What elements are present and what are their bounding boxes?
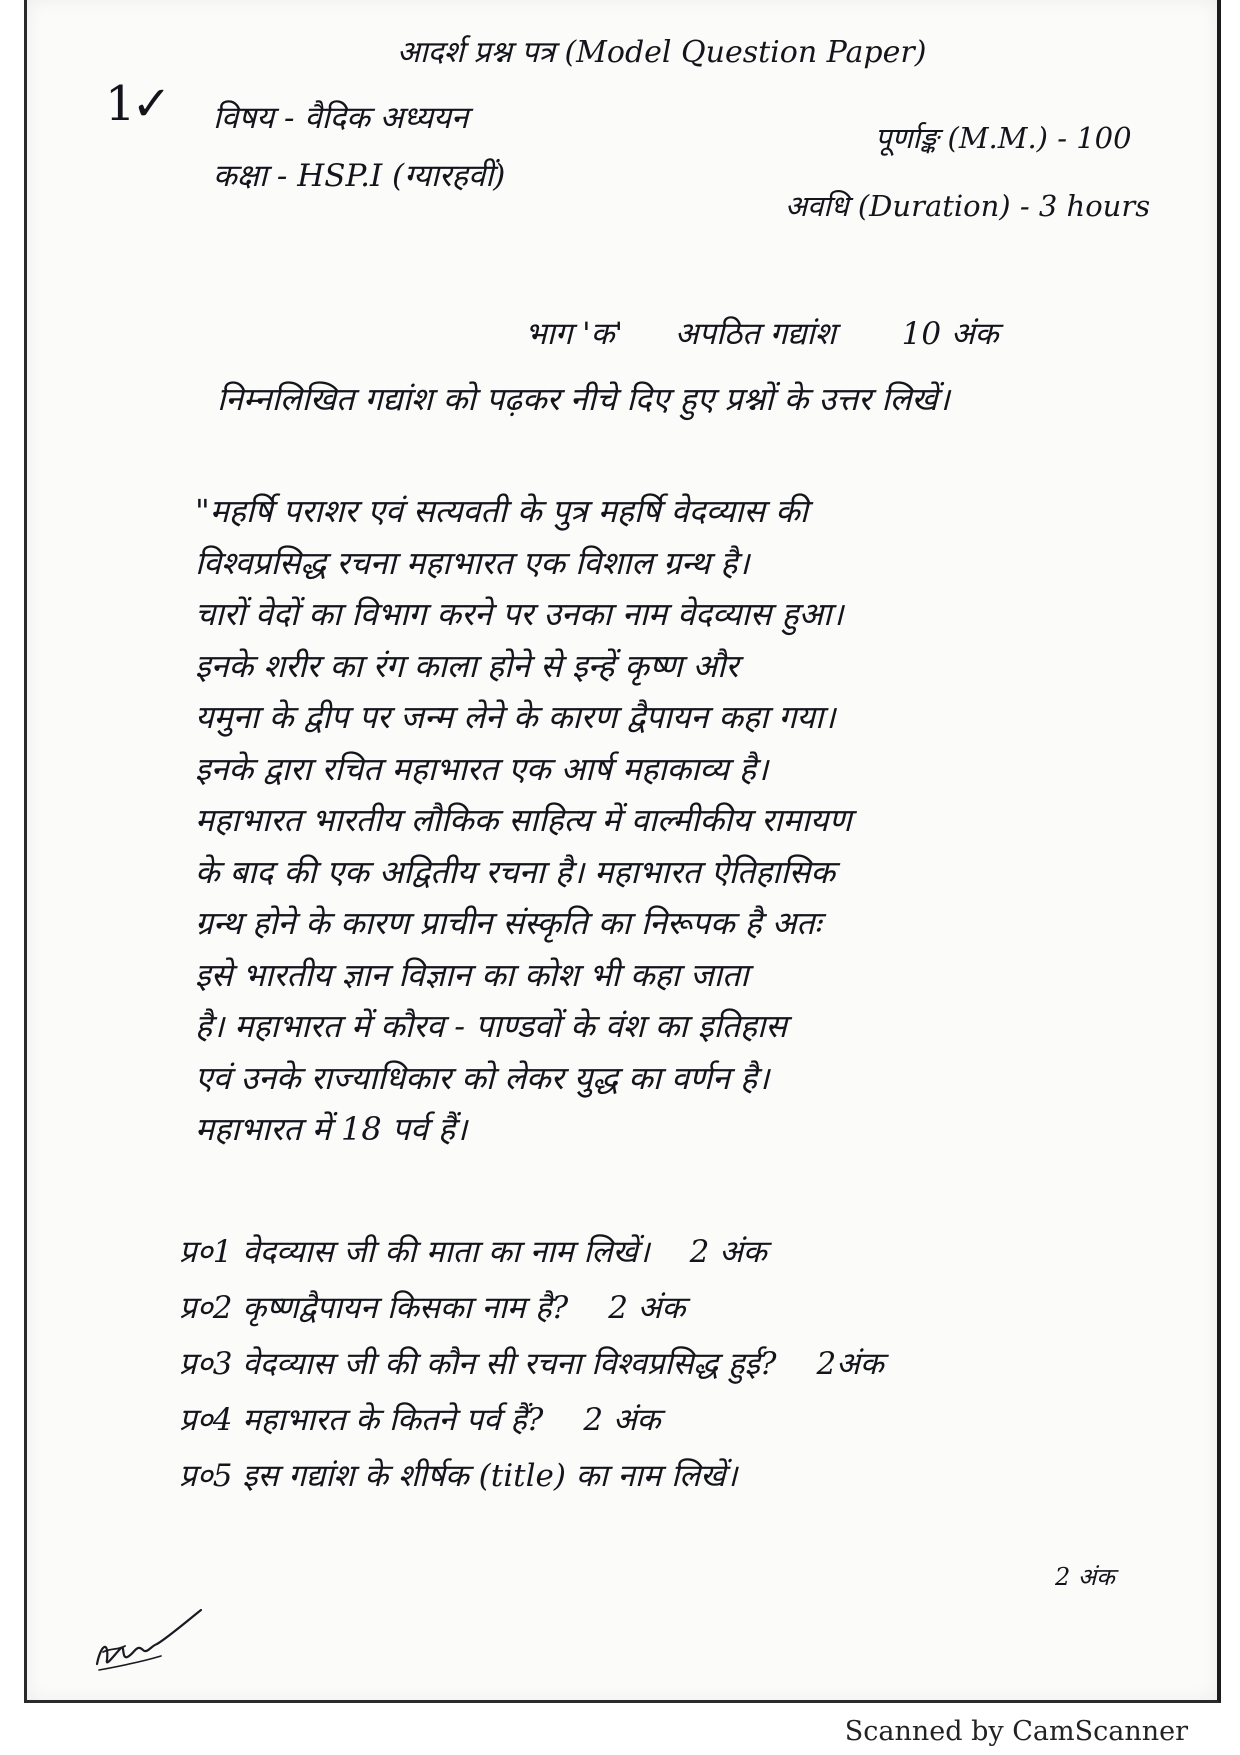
passage-line: एवं उनके राज्याधिकार को लेकर युद्ध का वर्णन है।	[195, 1058, 770, 1097]
max-marks: पूर्णाङ्क (M.M.) - 100	[875, 121, 1132, 155]
question-marks: 2 अंक	[583, 1402, 661, 1438]
question-3	[179, 1336, 1159, 1392]
question-5-marks: 2 अंक	[1055, 1563, 1115, 1591]
question-text: प्र०4 महाभारत के कितने पर्व हैं?	[179, 1402, 544, 1438]
question-marks: 2 अंक	[608, 1290, 686, 1326]
question-marks: 2 अंक	[689, 1234, 767, 1270]
passage-line: के बाद की एक अद्वितीय रचना है। महाभारत ऐतिहासिक	[195, 852, 835, 891]
section-heading	[525, 312, 998, 354]
scanned-sheet	[24, 0, 1221, 1703]
passage-line: विश्वप्रसिद्ध रचना महाभारत एक विशाल ग्रन्थ है।	[195, 543, 750, 582]
passage-line: महाभारत में 18 पर्व हैं।	[195, 1110, 468, 1148]
question-4	[179, 1392, 1159, 1448]
passage-line: ग्रन्थ होने के कारण प्राचीन संस्कृति का निरूपक है अतः	[195, 904, 822, 942]
question-text: प्र०1 वेदव्यास जी की माता का नाम लिखें।	[179, 1234, 650, 1270]
passage-line: महाभारत भारतीय लौकिक साहित्य में वाल्मीकीय रामायण	[195, 801, 852, 839]
section-name: अपठित गद्यांश	[674, 316, 836, 352]
question-marks: 2अंक	[816, 1346, 884, 1382]
passage-line: यमुना के द्वीप पर जन्म लेने के कारण द्वैपायन कहा गया।	[195, 698, 836, 736]
passage-line: इनके शरीर का रंग काला होने से इन्हें कृष्ण और	[195, 646, 739, 685]
question-text: प्र०3 वेदव्यास जी की कौन सी रचना विश्वप्रसिद्ध हुई?	[179, 1346, 777, 1382]
paper-title: आदर्श प्रश्न पत्र (Model Question Paper)	[397, 35, 927, 70]
passage	[195, 486, 1115, 1156]
passage-line: है। महाभारत में कौरव - पाण्डवों के वंश का इतिहास	[195, 1007, 787, 1045]
subject-line: विषय - वैदिक अध्ययन	[213, 100, 469, 136]
passage-line: इसे भारतीय ज्ञान विज्ञान का कोश भी कहा जाता	[195, 955, 749, 994]
question-text: प्र०2 कृष्णद्वैपायन किसका नाम है?	[179, 1290, 569, 1326]
page-number-tick: 1✓	[105, 76, 168, 132]
question-5	[179, 1448, 1159, 1504]
instruction-text: निम्नलिखित गद्यांश को पढ़कर नीचे दिए हुए प्रश्नों के उत्तर लिखें।	[217, 380, 950, 418]
question-2	[179, 1280, 1159, 1336]
section-part: भाग 'क'	[525, 316, 623, 352]
section-marks: 10 अंक	[901, 316, 999, 352]
signature-icon	[91, 1604, 211, 1674]
passage-line: इनके द्वारा रचित महाभारत एक आर्ष महाकाव्य है।	[195, 749, 769, 788]
duration-line: अवधि (Duration) - 3 hours	[785, 189, 1151, 223]
question-text: प्र०5 इस गद्यांश के शीर्षक (title) का नाम लिखें।	[179, 1458, 738, 1494]
passage-line: चारों वेदों का विभाग करने पर उनका नाम वेदव्यास हुआ।	[195, 595, 844, 633]
passage-line: "महर्षि पराशर एवं सत्यवती के पुत्र महर्षि वेदव्यास की	[195, 492, 809, 530]
question-list	[179, 1224, 1159, 1504]
question-1	[179, 1224, 1159, 1280]
scanner-watermark: Scanned by CamScanner	[844, 1716, 1188, 1747]
class-line: कक्षा - HSP.I (ग्यारहवीं)	[213, 158, 506, 194]
